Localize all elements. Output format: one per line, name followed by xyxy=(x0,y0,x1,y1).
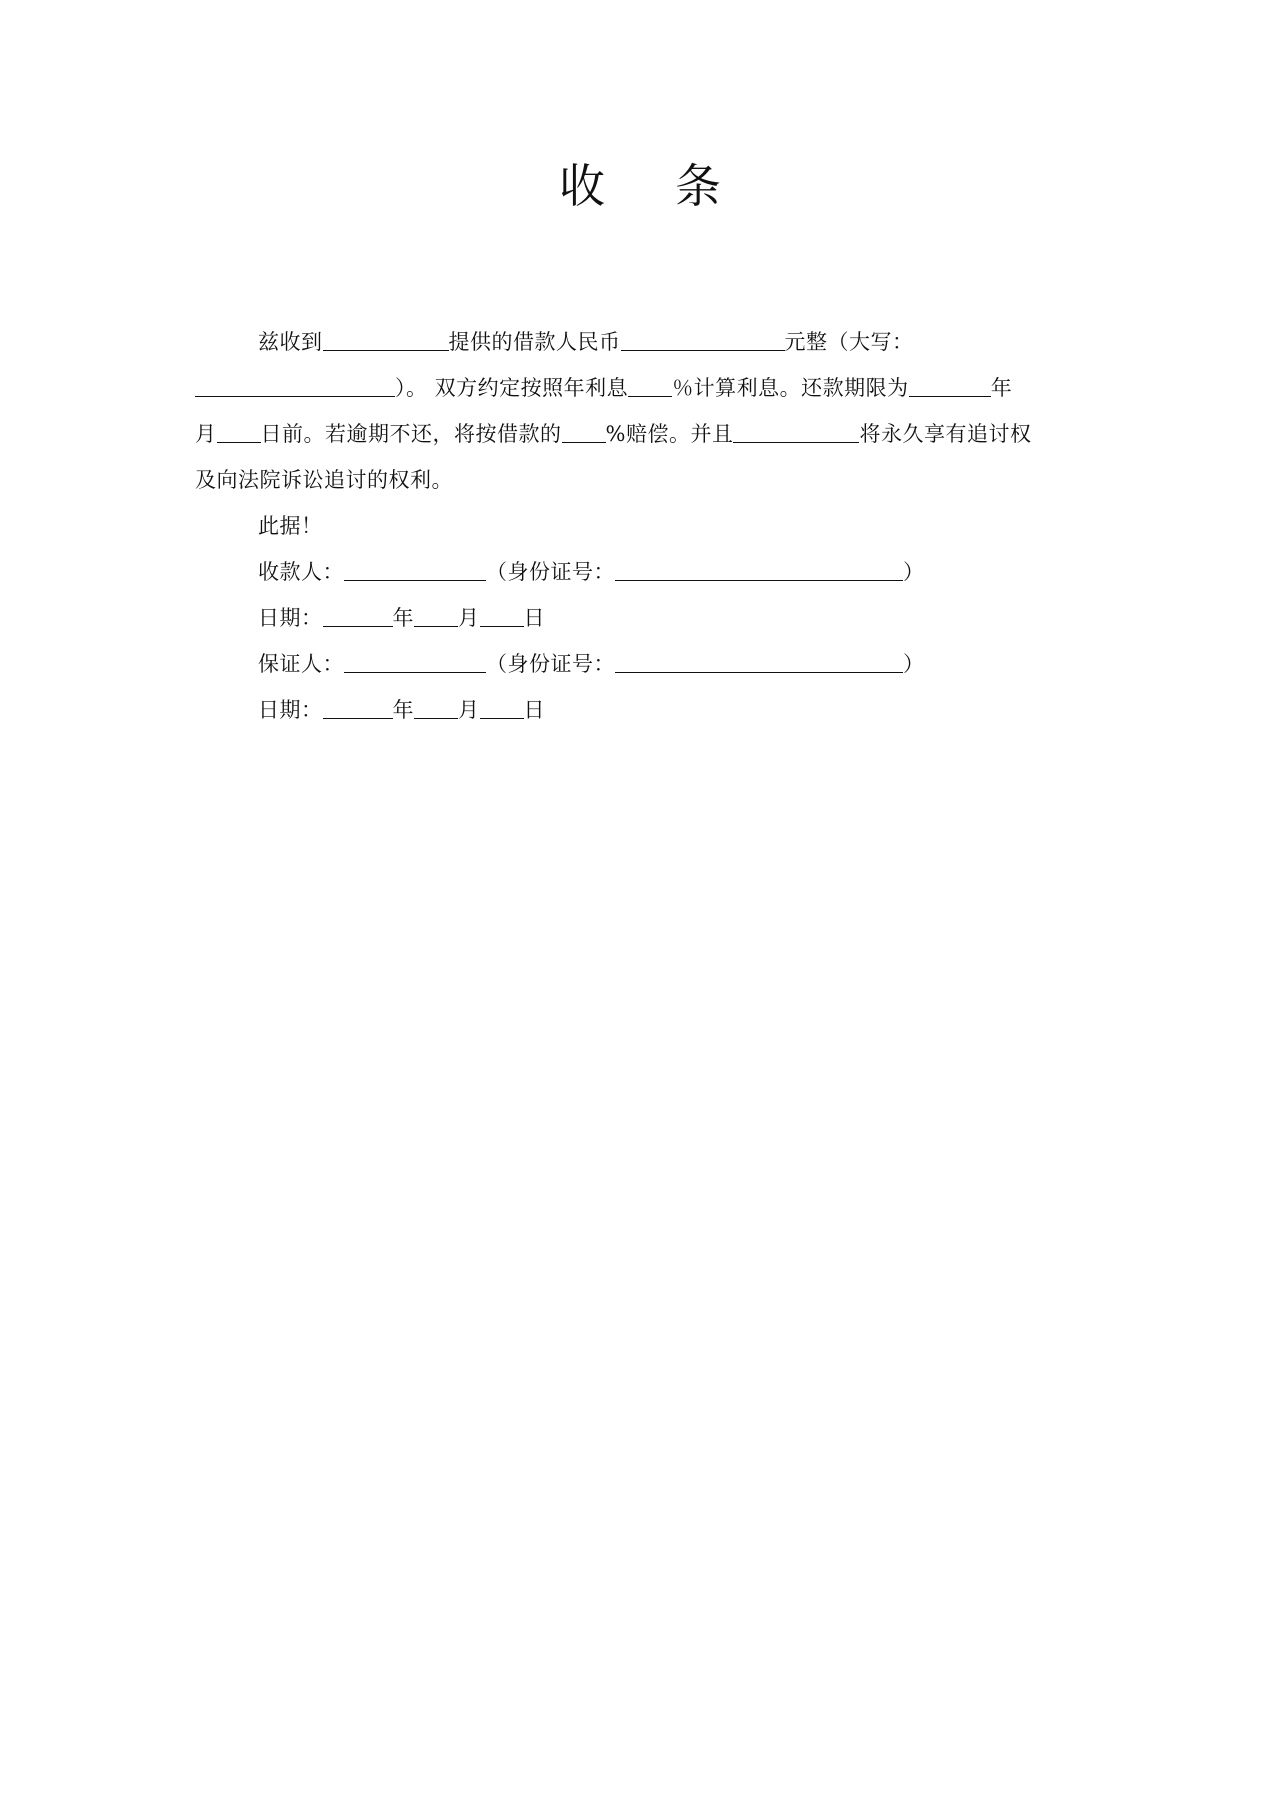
amount-blank[interactable] xyxy=(621,328,785,351)
guarantor-id-blank[interactable] xyxy=(615,650,903,673)
guarantor-day-blank[interactable] xyxy=(480,696,524,719)
guarantor-date-line: 日期： 年 月 日 xyxy=(258,698,545,722)
receiver-name-blank[interactable] xyxy=(344,558,486,581)
repay-month-blank[interactable] xyxy=(217,420,261,443)
paragraph-line-4: 及向法院诉讼追讨的权利。 xyxy=(195,468,453,492)
page-title xyxy=(0,158,1280,214)
receiver-line: 收款人： （身份证号： ） xyxy=(258,560,925,584)
receiver-day-blank[interactable] xyxy=(480,604,524,627)
penalty-rate-blank[interactable] xyxy=(562,420,606,443)
guarantor-name-blank[interactable] xyxy=(344,650,486,673)
closing-text: 此据！ xyxy=(258,514,323,538)
amount-uppercase-blank[interactable] xyxy=(195,374,395,397)
receiver-id-blank[interactable] xyxy=(615,558,903,581)
lender-name-blank[interactable] xyxy=(323,328,449,351)
receiver-date-line: 日期： 年 月 日 xyxy=(258,606,545,630)
guarantor-year-blank[interactable] xyxy=(323,696,393,719)
guarantor-line: 保证人： （身份证号： ） xyxy=(258,652,925,676)
repay-year-blank[interactable] xyxy=(909,374,991,397)
paragraph-line-2: ）。 双方约定按照年利息 ％计算利息。还款期限为 年 xyxy=(195,374,1012,402)
paragraph-line-3: 月 日前。若逾期不还，将按借款的 %赔偿。并且 将永久享有追讨权 xyxy=(195,422,1032,446)
receiver-year-blank[interactable] xyxy=(323,604,393,627)
title-char-1: 收 xyxy=(559,159,605,213)
paragraph-line-1: 兹收到 提供的借款人民币 元整（大写： xyxy=(258,330,914,354)
receiver-month-blank[interactable] xyxy=(414,604,458,627)
claimant-name-blank[interactable] xyxy=(733,420,859,443)
guarantor-month-blank[interactable] xyxy=(414,696,458,719)
title-char-2: 条 xyxy=(675,159,721,213)
interest-rate-blank[interactable] xyxy=(628,374,672,397)
